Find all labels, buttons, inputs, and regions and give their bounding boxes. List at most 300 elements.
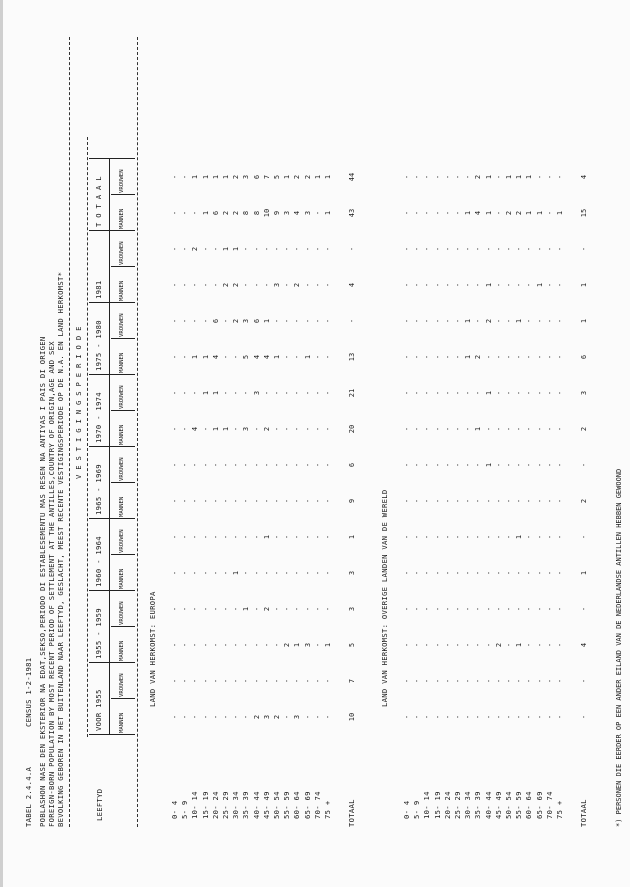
- table-cell: 1: [222, 426, 230, 432]
- table-cell: -: [232, 642, 241, 648]
- table-cell: -: [324, 534, 332, 540]
- table-cell: -: [454, 570, 462, 576]
- table-cell: -: [191, 642, 200, 648]
- table-cell: -: [505, 318, 513, 324]
- table-cell: -: [403, 462, 411, 468]
- table-cell: -: [484, 606, 493, 612]
- table-cell: -: [252, 498, 261, 504]
- table-cell: -: [454, 318, 462, 324]
- table-cell: -: [413, 714, 422, 720]
- table-cell: -: [191, 318, 200, 324]
- table-cell: -: [443, 678, 452, 684]
- table-cell: -: [433, 246, 442, 252]
- total-cell: 3: [348, 606, 357, 612]
- table-cell: 2: [283, 642, 292, 648]
- table-cell: -: [313, 714, 322, 720]
- table-cell: -: [313, 426, 322, 432]
- age-group-label: 55- 59: [282, 791, 292, 819]
- table-cell: -: [433, 462, 442, 468]
- table-cell: -: [505, 714, 513, 720]
- age-group-label: 25- 29: [453, 791, 462, 819]
- table-cell: -: [505, 642, 513, 648]
- table-cell: -: [515, 426, 524, 432]
- table-cell: 8: [252, 210, 261, 216]
- table-cell: -: [433, 390, 442, 396]
- table-cell: -: [505, 354, 513, 360]
- period-header: VOOR 1955: [94, 689, 103, 731]
- table-cell: -: [525, 282, 534, 288]
- table-cell: -: [443, 606, 452, 612]
- table-cell: -: [505, 498, 513, 504]
- table-cell: -: [313, 354, 322, 360]
- table-cell: -: [535, 246, 544, 252]
- table-cell: 1: [262, 534, 271, 540]
- table-cell: -: [545, 174, 554, 180]
- table-cell: -: [474, 534, 483, 540]
- table-cell: -: [273, 246, 281, 252]
- table-cell: -: [303, 426, 312, 432]
- table-cell: -: [535, 534, 544, 540]
- table-cell: -: [232, 534, 241, 540]
- age-group-label: 30- 34: [231, 791, 241, 819]
- table-cell: -: [413, 498, 422, 504]
- table-cell: -: [171, 246, 179, 252]
- table-cell: -: [494, 318, 503, 324]
- table-cell: -: [252, 534, 261, 540]
- table-cell: -: [293, 534, 302, 540]
- age-group-label: 45- 49: [261, 791, 271, 819]
- table-cell: -: [433, 354, 442, 360]
- period-divider: [89, 374, 135, 375]
- table-cell: -: [484, 678, 493, 684]
- table-cell: 2: [474, 354, 483, 360]
- table-cell: -: [242, 282, 251, 288]
- table-cell: 1: [232, 246, 241, 252]
- gender-divider: [111, 266, 135, 267]
- table-cell: -: [454, 606, 462, 612]
- total-cell: 21: [348, 388, 357, 398]
- age-group-label: 70- 74: [544, 791, 554, 819]
- table-cell: -: [232, 714, 241, 720]
- table-cell: -: [545, 390, 554, 396]
- total-cell: -: [348, 318, 357, 324]
- table-cell: -: [201, 714, 210, 720]
- table-cell: 2: [252, 714, 261, 720]
- table-cell: 1: [464, 210, 473, 216]
- table-cell: -: [293, 318, 302, 324]
- table-cell: 3: [252, 390, 261, 396]
- table-cell: 1: [484, 174, 493, 180]
- table-cell: -: [191, 606, 200, 612]
- table-cell: -: [454, 678, 462, 684]
- table-cell: 3: [303, 210, 312, 216]
- table-cell: 1: [484, 462, 493, 468]
- table-cell: -: [201, 498, 210, 504]
- table-cell: -: [464, 606, 473, 612]
- table-cell: -: [232, 462, 241, 468]
- table-cell: -: [262, 246, 271, 252]
- table-cell: -: [454, 498, 462, 504]
- age-group-label: 75 +: [323, 800, 332, 819]
- table-cell: -: [464, 246, 473, 252]
- vestigingsperiode-header: V E S T I G I N G S P E R I O D E: [74, 326, 83, 479]
- table-cell: -: [181, 606, 190, 612]
- table-cell: -: [262, 498, 271, 504]
- table-cell: -: [454, 390, 462, 396]
- table-cell: 1: [211, 174, 220, 180]
- table-cell: -: [171, 210, 179, 216]
- age-group-label: 65- 69: [534, 791, 544, 819]
- table-cell: -: [515, 390, 524, 396]
- table-cell: -: [324, 498, 332, 504]
- table-cell: -: [283, 318, 292, 324]
- table-cell: -: [171, 318, 179, 324]
- table-cell: 3: [242, 174, 251, 180]
- table-cell: -: [525, 390, 534, 396]
- period-header: 1970 - 1974: [94, 392, 103, 443]
- table-cell: 1: [201, 210, 210, 216]
- total-cell: 3: [580, 390, 589, 396]
- total-cell: -: [348, 246, 357, 252]
- table-cell: -: [252, 642, 261, 648]
- table-cell: -: [191, 714, 200, 720]
- table-cell: -: [433, 498, 442, 504]
- table-cell: -: [505, 426, 513, 432]
- table-cell: -: [525, 714, 534, 720]
- table-cell: -: [232, 606, 241, 612]
- table-cell: -: [293, 390, 302, 396]
- table-cell: -: [201, 642, 210, 648]
- table-cell: 1: [535, 210, 544, 216]
- table-cell: -: [313, 498, 322, 504]
- age-group-label: 60- 64: [524, 791, 534, 819]
- table-cell: -: [313, 570, 322, 576]
- table-cell: -: [443, 318, 452, 324]
- table-cell: -: [222, 498, 230, 504]
- table-cell: -: [273, 426, 281, 432]
- table-cell: 1: [515, 318, 524, 324]
- total-label: TOTAAL: [347, 799, 357, 827]
- table-cell: 7: [262, 174, 271, 180]
- table-cell: -: [211, 642, 220, 648]
- table-cell: -: [556, 390, 564, 396]
- table-cell: -: [283, 282, 292, 288]
- table-cell: -: [181, 282, 190, 288]
- table-cell: -: [181, 210, 190, 216]
- table-cell: -: [474, 282, 483, 288]
- table-cell: -: [273, 606, 281, 612]
- table-cell: -: [433, 210, 442, 216]
- table-cell: -: [443, 354, 452, 360]
- table-cell: -: [474, 318, 483, 324]
- table-cell: -: [413, 426, 422, 432]
- table-cell: -: [433, 174, 442, 180]
- table-cell: -: [443, 642, 452, 648]
- table-cell: 1: [484, 282, 493, 288]
- table-cell: 2: [505, 210, 513, 216]
- table-cell: 10: [262, 208, 271, 218]
- vrouwen-header: VROUWEN: [119, 241, 125, 265]
- table-cell: -: [556, 354, 564, 360]
- table-cell: -: [545, 210, 554, 216]
- table-cell: -: [505, 606, 513, 612]
- table-cell: -: [403, 174, 411, 180]
- period-header: 1955 - 1959: [94, 608, 103, 659]
- table-cell: -: [171, 426, 179, 432]
- table-cell: -: [181, 174, 190, 180]
- table-cell: -: [494, 354, 503, 360]
- table-cell: 2: [262, 426, 271, 432]
- table-cell: -: [556, 318, 564, 324]
- period-divider: [89, 158, 135, 159]
- table-cell: -: [201, 318, 210, 324]
- table-cell: -: [303, 462, 312, 468]
- total-cell: 1: [580, 282, 589, 288]
- table-cell: -: [413, 210, 422, 216]
- table-cell: -: [262, 678, 271, 684]
- table-cell: -: [515, 354, 524, 360]
- table-cell: 1: [464, 354, 473, 360]
- table-cell: -: [525, 606, 534, 612]
- table-cell: 5: [242, 354, 251, 360]
- age-group-label: 75 +: [555, 800, 564, 819]
- table-cell: -: [494, 606, 503, 612]
- table-cell: -: [494, 174, 503, 180]
- table-cell: 2: [303, 174, 312, 180]
- table-cell: -: [423, 642, 432, 648]
- title-papiamentu: POBLASHON NASE DEN EKSTERIOR NA EDAT,SEKSO,PERIODO DI ESTABLESEMENTU MAS RESEN NA ANTIYAS I PAIS DI ORIGEN: [38, 336, 47, 827]
- table-cell: -: [242, 678, 251, 684]
- table-cell: -: [556, 642, 564, 648]
- table-cell: 1: [324, 174, 332, 180]
- table-cell: -: [171, 642, 179, 648]
- table-cell: 6: [211, 318, 220, 324]
- table-cell: -: [525, 246, 534, 252]
- table-cell: -: [525, 570, 534, 576]
- table-cell: 2: [232, 210, 241, 216]
- table-cell: 2: [293, 174, 302, 180]
- gender-divider: [111, 554, 135, 555]
- table-cell: -: [413, 246, 422, 252]
- mannen-header: MANNEN: [119, 640, 125, 661]
- table-cell: 2: [515, 210, 524, 216]
- period-divider: [89, 230, 135, 231]
- table-cell: -: [525, 678, 534, 684]
- table-cell: 1: [525, 210, 534, 216]
- table-cell: -: [252, 678, 261, 684]
- table-cell: -: [556, 282, 564, 288]
- table-cell: -: [293, 606, 302, 612]
- table-cell: -: [232, 678, 241, 684]
- total-cell: 1: [580, 570, 589, 576]
- table-cell: -: [403, 498, 411, 504]
- table-cell: -: [273, 318, 281, 324]
- table-cell: -: [423, 714, 432, 720]
- table-cell: -: [201, 246, 210, 252]
- total-cell: 1: [580, 318, 589, 324]
- table-cell: -: [474, 498, 483, 504]
- table-cell: -: [273, 678, 281, 684]
- table-cell: -: [525, 498, 534, 504]
- table-cell: -: [535, 174, 544, 180]
- table-cell: -: [545, 678, 554, 684]
- table-cell: -: [283, 354, 292, 360]
- table-cell: -: [556, 678, 564, 684]
- total-label: TOTAAL: [579, 799, 589, 827]
- table-cell: 1: [201, 390, 210, 396]
- age-group-label: 35- 39: [473, 791, 483, 819]
- table-cell: 1: [515, 174, 524, 180]
- period-divider: [89, 590, 135, 591]
- table-cell: -: [303, 498, 312, 504]
- table-cell: -: [222, 354, 230, 360]
- table-cell: -: [545, 534, 554, 540]
- gender-divider: [111, 626, 135, 627]
- age-group-label: 35- 39: [241, 791, 251, 819]
- table-cell: 1: [191, 354, 200, 360]
- table-cell: 1: [525, 174, 534, 180]
- table-cell: 2: [484, 318, 493, 324]
- table-cell: -: [303, 246, 312, 252]
- table-cell: -: [403, 210, 411, 216]
- table-cell: -: [403, 282, 411, 288]
- age-group-label: 25- 29: [221, 791, 230, 819]
- table-cell: -: [273, 642, 281, 648]
- age-group-label: 20- 24: [210, 791, 220, 819]
- table-cell: -: [242, 642, 251, 648]
- table-cell: -: [443, 282, 452, 288]
- table-cell: 9: [273, 210, 281, 216]
- table-cell: -: [556, 426, 564, 432]
- table-cell: 2: [232, 282, 241, 288]
- table-cell: -: [324, 426, 332, 432]
- section-label: LAND VAN HERKOMST: EUROPA: [148, 591, 157, 707]
- vrouwen-header: VROUWEN: [119, 385, 125, 409]
- table-cell: -: [324, 318, 332, 324]
- table-cell: -: [535, 678, 544, 684]
- table-cell: 6: [252, 174, 261, 180]
- table-cell: -: [222, 714, 230, 720]
- table-cell: -: [211, 462, 220, 468]
- table-cell: -: [262, 390, 271, 396]
- table-cell: -: [413, 174, 422, 180]
- table-cell: -: [403, 318, 411, 324]
- table-cell: -: [201, 570, 210, 576]
- table-cell: -: [403, 426, 411, 432]
- table-cell: -: [293, 426, 302, 432]
- table-cell: 1: [191, 174, 200, 180]
- table-cell: -: [222, 462, 230, 468]
- table-cell: 1: [222, 174, 230, 180]
- table-cell: -: [484, 534, 493, 540]
- table-cell: -: [494, 714, 503, 720]
- table-cell: -: [443, 498, 452, 504]
- table-cell: -: [535, 570, 544, 576]
- table-cell: -: [484, 714, 493, 720]
- vrouwen-header: VROUWEN: [119, 457, 125, 481]
- table-cell: -: [252, 606, 261, 612]
- table-cell: -: [505, 246, 513, 252]
- table-cell: -: [232, 498, 241, 504]
- table-cell: -: [181, 246, 190, 252]
- table-cell: -: [303, 390, 312, 396]
- period-header: T O T A A L: [94, 176, 103, 227]
- table-cell: -: [556, 174, 564, 180]
- table-cell: 1: [535, 282, 544, 288]
- age-group-label: 60- 64: [292, 791, 302, 819]
- table-cell: -: [494, 534, 503, 540]
- age-group-label: 15- 19: [200, 791, 210, 819]
- table-cell: -: [505, 390, 513, 396]
- table-cell: -: [474, 714, 483, 720]
- table-cell: -: [484, 426, 493, 432]
- table-cell: 1: [556, 210, 564, 216]
- table-cell: -: [181, 390, 190, 396]
- table-cell: -: [454, 174, 462, 180]
- table-cell: -: [313, 282, 322, 288]
- age-group-label: 10- 14: [190, 791, 200, 819]
- table-cell: -: [324, 678, 332, 684]
- table-cell: -: [313, 534, 322, 540]
- table-cell: -: [535, 390, 544, 396]
- table-cell: -: [181, 426, 190, 432]
- mannen-header: MANNEN: [119, 424, 125, 445]
- table-cell: -: [474, 570, 483, 576]
- table-cell: -: [171, 678, 179, 684]
- total-cell: 5: [348, 642, 357, 648]
- period-divider: [89, 446, 135, 447]
- gender-rule: [109, 159, 110, 735]
- vrouwen-header: VROUWEN: [119, 169, 125, 193]
- table-cell: -: [454, 426, 462, 432]
- table-cell: 1: [515, 642, 524, 648]
- table-cell: 1: [324, 210, 332, 216]
- table-cell: -: [403, 714, 411, 720]
- table-cell: 4: [211, 354, 220, 360]
- table-cell: -: [181, 570, 190, 576]
- table-cell: -: [464, 390, 473, 396]
- table-cell: -: [181, 498, 190, 504]
- table-cell: -: [515, 606, 524, 612]
- table-cell: -: [222, 390, 230, 396]
- table-cell: -: [515, 570, 524, 576]
- table-cell: -: [413, 570, 422, 576]
- table-cell: 2: [232, 318, 241, 324]
- table-cell: -: [283, 534, 292, 540]
- table-cell: -: [433, 282, 442, 288]
- total-cell: 1: [348, 534, 357, 540]
- table-cell: -: [403, 678, 411, 684]
- table-cell: 1: [262, 318, 271, 324]
- table-cell: -: [433, 606, 442, 612]
- table-cell: -: [464, 426, 473, 432]
- table-cell: 1: [232, 570, 241, 576]
- table-cell: -: [454, 210, 462, 216]
- table-cell: -: [273, 390, 281, 396]
- table-cell: 2: [273, 714, 281, 720]
- table-cell: -: [423, 498, 432, 504]
- table-cell: -: [211, 678, 220, 684]
- period-divider: [89, 734, 135, 735]
- table-cell: -: [191, 282, 200, 288]
- table-cell: 1: [211, 426, 220, 432]
- table-cell: -: [201, 606, 210, 612]
- table-cell: -: [293, 678, 302, 684]
- table-cell: -: [556, 534, 564, 540]
- period-rule: [87, 137, 88, 737]
- age-group-label: 0- 4: [170, 800, 179, 819]
- table-cell: 2: [262, 606, 271, 612]
